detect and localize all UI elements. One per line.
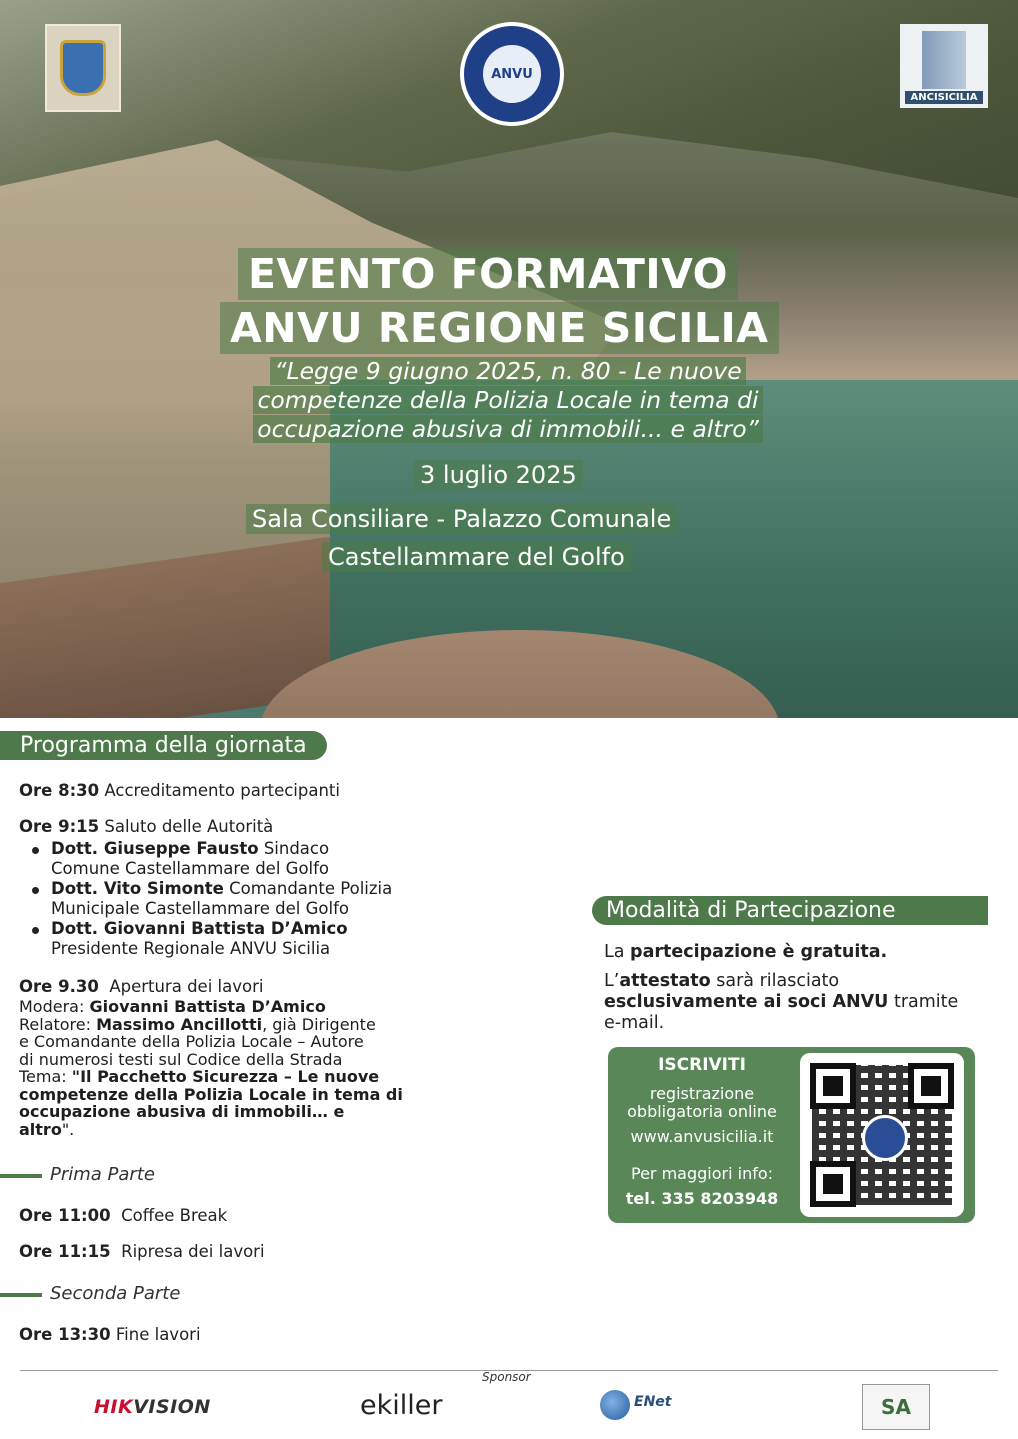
hikvision-logo: HIKVISION xyxy=(94,1396,211,1418)
signup-url-link[interactable]: www.anvusicilia.it xyxy=(630,1127,774,1146)
subtitle-line1: “Legge 9 giugno 2025, n. 80 - Le nuove xyxy=(270,357,745,385)
qr-finder-icon xyxy=(810,1063,856,1109)
part-divider xyxy=(0,1293,42,1297)
list-item: Dott. Giovanni Battista D’Amico Presidente Regionale ANVU Sicilia xyxy=(30,919,450,959)
building-icon xyxy=(922,31,966,89)
part-divider xyxy=(0,1174,42,1178)
event-subtitle xyxy=(210,357,806,444)
participation-certificate: L’attestato sarà rilasciato esclusivamente ai soci ANVU tramite e-mail. xyxy=(604,971,959,1033)
anci-sicilia-logo-text: ANCISICILIA xyxy=(905,91,984,104)
list-item: Dott. Vito Simonte Comandante Polizia Municipale Castellammare del Golfo xyxy=(30,879,450,919)
municipality-crest-logo xyxy=(45,24,121,112)
signup-line1: registrazione xyxy=(649,1084,755,1103)
anvu-logo-text: ANVU xyxy=(491,66,533,82)
event-title-line1: EVENTO FORMATIVO xyxy=(238,248,738,300)
enet-solutions-logo: ENet xyxy=(600,1386,712,1428)
time-label: Ore 9:15 xyxy=(19,817,100,836)
qr-finder-icon xyxy=(810,1161,856,1207)
part-one-label: Prima Parte xyxy=(50,1164,155,1185)
program-heading: Programma della giornata xyxy=(0,731,327,760)
authorities-list xyxy=(30,839,450,959)
ekiller-logo: ekiller xyxy=(360,1390,443,1421)
program-item-greetings xyxy=(19,817,273,837)
event-venue: Sala Consiliare - Palazzo Comunale xyxy=(246,504,677,534)
part-two-label: Seconda Parte xyxy=(50,1283,181,1304)
participation-free: La partecipazione è gratuita. xyxy=(604,942,888,962)
program-item-coffee: Ore 11:00 Coffee Break xyxy=(19,1206,228,1225)
anvu-logo xyxy=(460,22,564,126)
sa-logo: SA xyxy=(862,1384,930,1430)
phone-number[interactable]: tel. 335 8203948 xyxy=(625,1189,779,1208)
subtitle-line2: competenze della Polizia Locale in tema di xyxy=(253,386,762,414)
item-label: Accreditamento partecipanti xyxy=(104,781,340,800)
event-title-line2: ANVU REGIONE SICILIA xyxy=(220,302,779,354)
event-city: Castellammare del Golfo xyxy=(322,542,631,572)
signup-title: ISCRIVITI xyxy=(658,1055,746,1075)
qr-code[interactable] xyxy=(800,1053,964,1217)
subtitle-line3: occupazione abusiva di immobili... e altro” xyxy=(253,415,763,443)
event-date: 3 luglio 2025 xyxy=(414,460,583,490)
crest-shield-icon xyxy=(60,40,106,96)
item-label: Saluto delle Autorità xyxy=(104,817,274,836)
anci-sicilia-logo xyxy=(900,24,988,108)
info-label: Per maggiori info: xyxy=(630,1164,774,1183)
sponsor-label: Sponsor xyxy=(482,1370,531,1384)
program-item-opening: Ore 9.30 Apertura dei lavori xyxy=(19,977,264,996)
globe-icon xyxy=(600,1390,630,1420)
qr-finder-icon xyxy=(908,1063,954,1109)
session-details: Modera: Giovanni Battista D’Amico Relatore: Massimo Ancillotti, già Dirigente e Comandante della Polizia Locale – Autore di numerosi testi sul Codice della Strada Tema: "Il Pacchetto Sicurezza – Le nuove competenze della Polizia Locale in tema di occupazione abusiva di immobili… e altro". xyxy=(19,997,403,1139)
list-item: Dott. Giuseppe Fausto Sindaco Comune Castellammare del Golfo xyxy=(30,839,450,879)
program-item-resume: Ore 11:15 Ripresa dei lavori xyxy=(19,1242,265,1261)
time-label: Ore 8:30 xyxy=(19,781,100,800)
program-item-end: Ore 13:30 Fine lavori xyxy=(19,1325,201,1344)
signup-line2: obbligatoria online xyxy=(627,1102,777,1121)
signup-card xyxy=(608,1047,975,1223)
program-item-accreditation xyxy=(19,781,340,801)
qr-anvu-logo-icon xyxy=(862,1115,908,1161)
participation-heading: Modalità di Partecipazione xyxy=(592,896,988,925)
